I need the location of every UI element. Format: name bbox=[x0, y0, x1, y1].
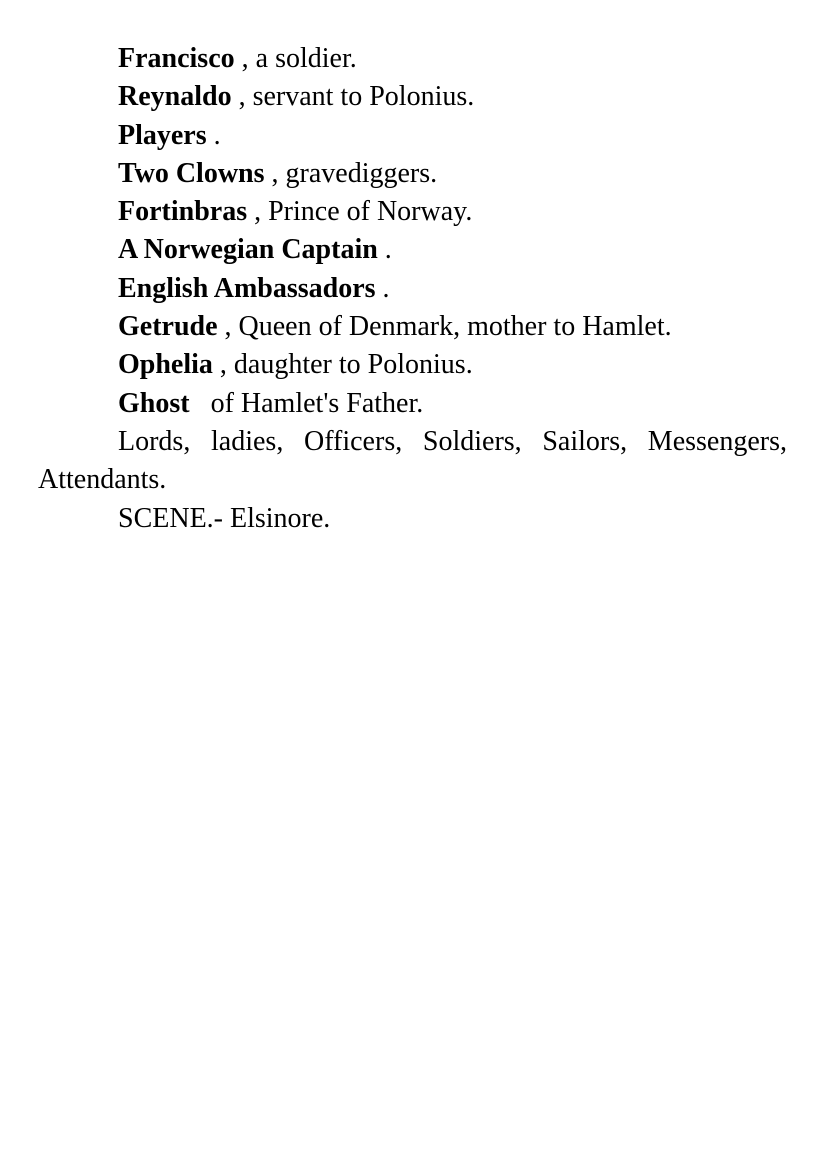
character-name: Francisco bbox=[118, 43, 235, 74]
character-entry-english-ambassadors bbox=[38, 270, 787, 308]
character-description: , servant to Polonius. bbox=[231, 81, 475, 113]
character-entry-francisco bbox=[38, 40, 787, 78]
character-entry-norwegian-captain bbox=[38, 231, 787, 269]
character-description: , Queen of Denmark, mother to Hamlet. bbox=[217, 311, 672, 343]
character-description: . bbox=[375, 272, 390, 304]
character-description: of Hamlet's Father. bbox=[189, 387, 424, 419]
character-entry-reynaldo bbox=[38, 78, 787, 116]
character-name: Reynaldo bbox=[118, 81, 232, 113]
character-name: Ophelia bbox=[118, 349, 213, 381]
character-description: , a soldier. bbox=[234, 43, 357, 74]
character-entry-getrude bbox=[38, 308, 787, 346]
character-description: , daughter to Polonius. bbox=[212, 349, 473, 381]
character-description: , Prince of Norway. bbox=[247, 196, 473, 228]
character-description: . bbox=[206, 119, 221, 151]
character-entry-fortinbras bbox=[38, 193, 787, 231]
document-page bbox=[38, 40, 787, 538]
character-name: Ghost bbox=[118, 387, 190, 419]
character-entry-ghost bbox=[38, 385, 787, 423]
character-description: , gravediggers. bbox=[264, 157, 438, 189]
character-name: English Ambassadors bbox=[118, 272, 376, 304]
scene-line: SCENE.- Elsinore. bbox=[118, 502, 331, 534]
character-entry-two-clowns bbox=[38, 155, 787, 193]
character-name: Two Clowns bbox=[118, 157, 265, 189]
character-name: Getrude bbox=[118, 311, 218, 343]
character-name: A Norwegian Captain bbox=[118, 234, 378, 266]
character-entry-players bbox=[38, 117, 787, 155]
character-name: Fortinbras bbox=[118, 196, 248, 228]
character-entry-ophelia bbox=[38, 346, 787, 384]
character-name: Players bbox=[118, 119, 207, 151]
character-description: . bbox=[377, 234, 392, 266]
extras-paragraph: Lords, ladies, Officers, Soldiers, Sailors, Messengers, Attendants. bbox=[38, 425, 787, 496]
